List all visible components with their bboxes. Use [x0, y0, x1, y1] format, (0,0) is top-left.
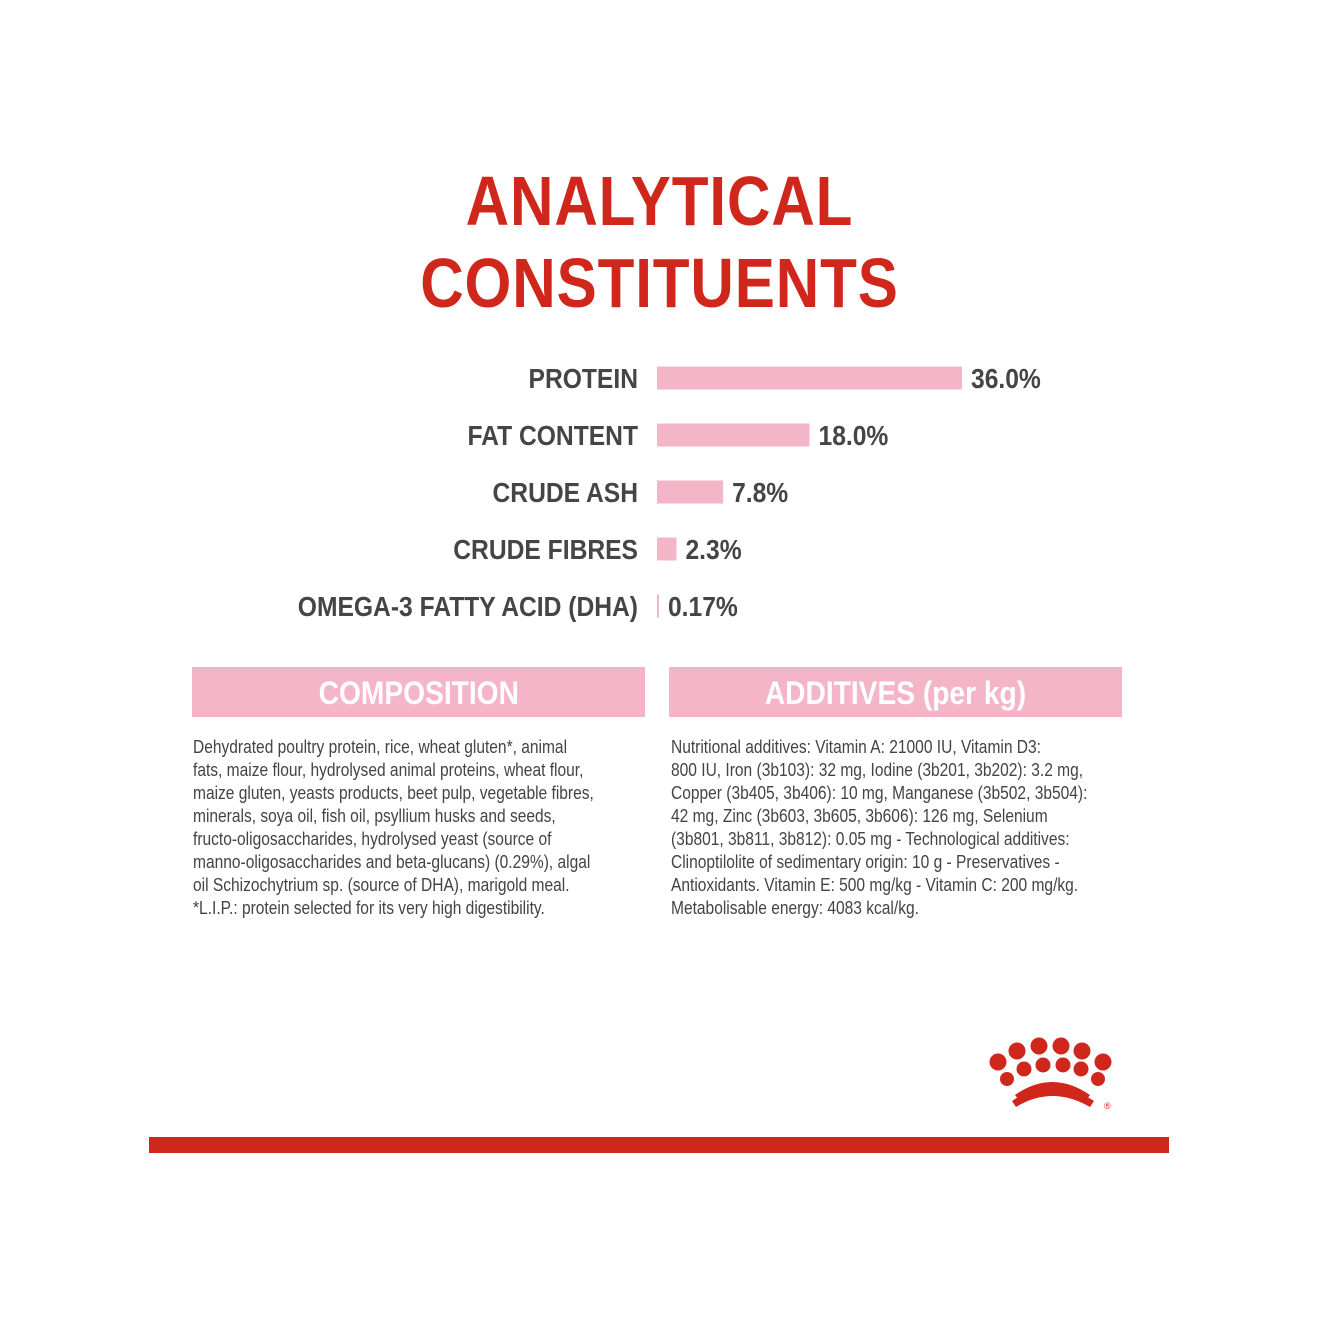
- composition-line: manno-oligosaccharides and beta-glucans) (0.29%), algal: [193, 851, 591, 872]
- bar-value-label: 36.0%: [971, 362, 1041, 395]
- additives-line: Metabolisable energy: 4083 kcal/kg.: [671, 897, 919, 918]
- additives-line: Copper (3b405, 3b406): 10 mg, Manganese (3b502, 3b504):: [671, 782, 1088, 803]
- composition-line: minerals, soya oil, fish oil, psyllium husks and seeds,: [193, 805, 556, 826]
- additives-line: (3b801, 3b811, 3b812): 0.05 mg - Technological additives:: [671, 828, 1070, 849]
- composition-line: fats, maize flour, hydrolysed animal proteins, wheat flour,: [193, 759, 584, 780]
- registered-mark: ®: [1104, 1101, 1111, 1111]
- additives-text: [671, 735, 1123, 919]
- composition-line: *L.I.P.: protein selected for its very high digestibility.: [193, 897, 545, 918]
- composition-line: fructo-oligosaccharides, hydrolysed yeast (source of: [193, 828, 552, 849]
- bar-category-label: PROTEIN: [528, 362, 638, 395]
- page-title: [92, 160, 1226, 324]
- additives-line: Clinoptilolite of sedimentary origin: 10 g - Preservatives -: [671, 851, 1060, 872]
- bar-value-label: 2.3%: [685, 533, 742, 566]
- additives-header: [669, 667, 1122, 717]
- bar-value-label: 7.8%: [732, 476, 789, 509]
- bar: [657, 424, 810, 447]
- bar: [657, 538, 676, 561]
- composition-text: [193, 735, 645, 919]
- crown-logo-icon: [986, 1035, 1126, 1115]
- bar: [657, 595, 659, 618]
- composition-line: maize gluten, yeasts products, beet pulp, vegetable fibres,: [193, 782, 594, 803]
- additives-line: 800 IU, Iron (3b103): 32 mg, Iodine (3b201, 3b202): 3.2 mg,: [671, 759, 1084, 780]
- additives-line: Nutritional additives: Vitamin A: 21000 IU, Vitamin D3:: [671, 736, 1041, 757]
- composition-heading: COMPOSITION: [318, 675, 519, 711]
- bar: [657, 481, 723, 504]
- composition-header: [192, 667, 645, 717]
- bar-value-label: 0.17%: [668, 590, 738, 623]
- additives-line: 42 mg, Zinc (3b603, 3b605, 3b606): 126 mg, Selenium: [671, 805, 1048, 826]
- additives-heading: ADDITIVES (per kg): [764, 675, 1027, 711]
- bar-value-label: 18.0%: [818, 419, 889, 452]
- bottom-accent-bar: [149, 1137, 1169, 1153]
- constituents-bar-chart: [0, 340, 1319, 640]
- composition-line: oil Schizochytrium sp. (source of DHA), marigold meal.: [193, 874, 570, 895]
- bar-category-label: CRUDE ASH: [492, 476, 638, 509]
- title-line-1: ANALYTICAL: [465, 162, 854, 240]
- composition-line: Dehydrated poultry protein, rice, wheat gluten*, animal: [193, 736, 568, 757]
- bar: [657, 367, 962, 390]
- bar-category-label: CRUDE FIBRES: [453, 533, 638, 566]
- bar-category-label: OMEGA-3 FATTY ACID (DHA): [297, 590, 638, 623]
- bar-category-label: FAT CONTENT: [467, 419, 638, 452]
- title-line-2: CONSTITUENTS: [420, 244, 899, 322]
- additives-line: Antioxidants. Vitamin E: 500 mg/kg - Vitamin C: 200 mg/kg.: [671, 874, 1079, 895]
